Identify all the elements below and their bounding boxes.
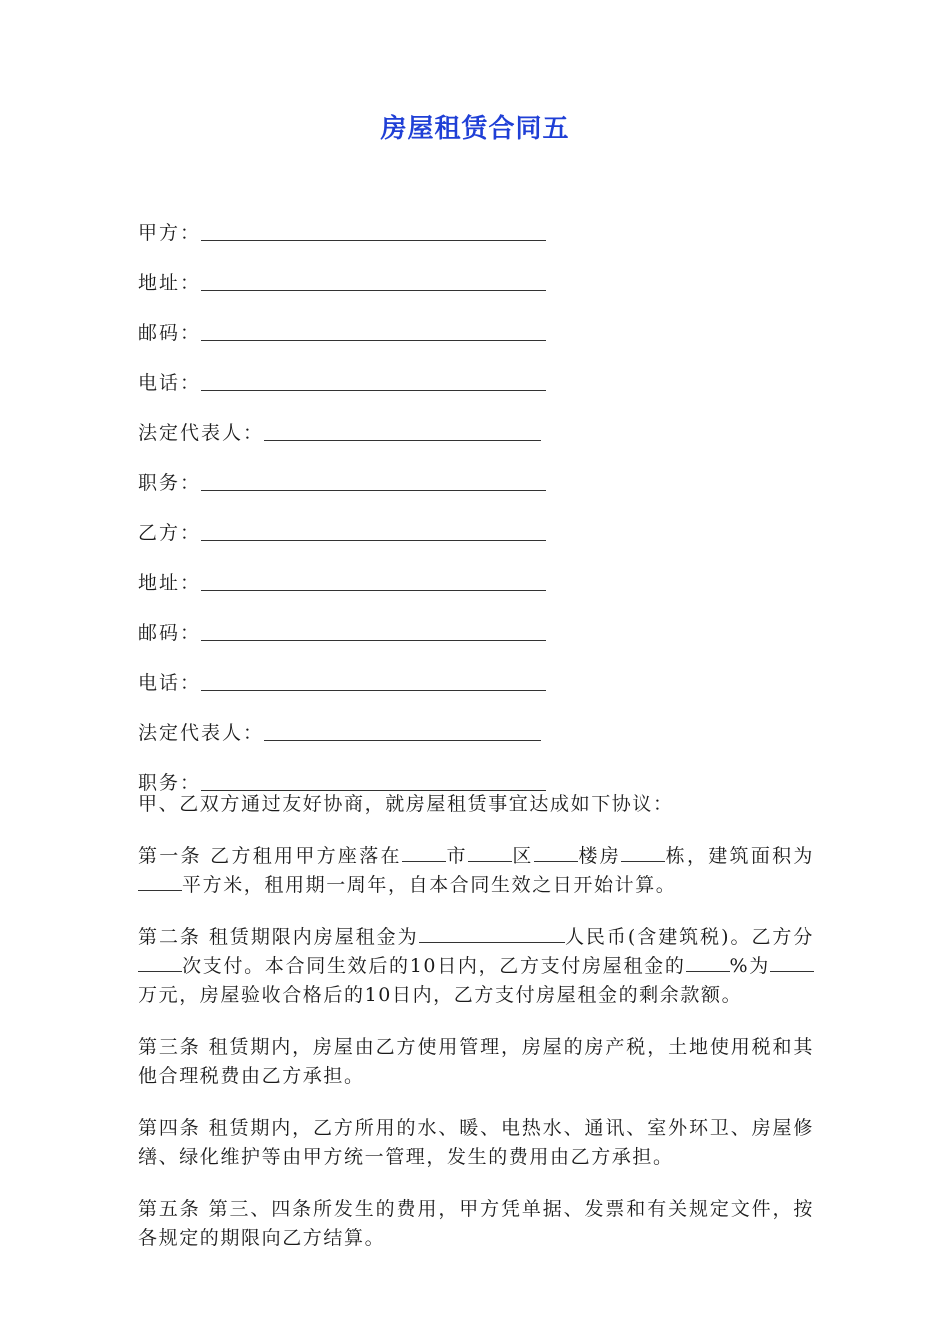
field-label: 电话： bbox=[138, 372, 202, 394]
party-a-phone-field bbox=[138, 347, 558, 397]
document-title: 房屋租赁合同五 bbox=[380, 114, 570, 144]
article-1-text: 平方米，租用期一周年，自本合同生效之日开始计算。 bbox=[182, 874, 677, 896]
intro-paragraph: 甲、乙双方通过友好协商，就房屋租赁事宜达成如下协议： bbox=[138, 793, 674, 815]
fill-line bbox=[201, 768, 546, 791]
field-label: 地址： bbox=[138, 572, 202, 594]
party-a-position-field bbox=[138, 447, 558, 497]
field-label: 邮码： bbox=[138, 622, 202, 644]
blank-city bbox=[402, 843, 446, 862]
fill-line bbox=[201, 618, 546, 641]
fill-line bbox=[264, 418, 541, 441]
party-a-address-field bbox=[138, 247, 558, 297]
party-a-postcode-field bbox=[138, 297, 558, 347]
fill-line bbox=[201, 518, 546, 541]
blank-rent bbox=[419, 924, 565, 943]
blank-area bbox=[138, 872, 182, 891]
article-3: 第三条 租赁期内，房屋由乙方使用管理，房屋的房产税，土地使用税和其他合理税费由乙方承担。 bbox=[138, 1036, 814, 1087]
article-4: 第四条 租赁期内，乙方所用的水、暖、电热水、通讯、室外环卫、房屋修缮、绿化维护等由甲方统一管理，发生的费用由乙方承担。 bbox=[138, 1117, 814, 1168]
fill-line bbox=[201, 568, 546, 591]
field-label: 法定代表人： bbox=[138, 422, 265, 444]
party-a-legal-rep-field bbox=[138, 397, 558, 447]
party-b-phone-field bbox=[138, 647, 558, 697]
fill-line bbox=[201, 318, 546, 341]
blank-percent bbox=[686, 953, 730, 972]
party-b-postcode-field bbox=[138, 597, 558, 647]
party-b-name-field bbox=[138, 497, 558, 547]
article-1-text: 区 bbox=[511, 845, 534, 867]
contract-body bbox=[138, 790, 814, 1276]
party-b-legal-rep-field bbox=[138, 697, 558, 747]
blank-amount bbox=[770, 953, 814, 972]
article-2-text: 万元，房屋验收合格后的10日内，乙方支付房屋租金的剩余款额。 bbox=[138, 984, 743, 1006]
fill-line bbox=[201, 668, 546, 691]
article-1-text: 楼房 bbox=[577, 845, 621, 867]
article-5: 第五条 第三、四条所发生的费用，甲方凭单据、发票和有关规定文件，按各规定的期限向乙方结算。 bbox=[138, 1198, 814, 1249]
fill-line bbox=[201, 218, 546, 241]
fill-line bbox=[201, 268, 546, 291]
article-2-text: %为 bbox=[729, 955, 770, 977]
article-1-text: 市 bbox=[445, 845, 468, 867]
fill-line bbox=[201, 468, 546, 491]
field-label: 乙方： bbox=[138, 522, 202, 544]
field-label: 职务： bbox=[138, 472, 202, 494]
field-label: 邮码： bbox=[138, 322, 202, 344]
article-1 bbox=[138, 842, 814, 900]
article-2-text: 人民币(含建筑税)。乙方分 bbox=[564, 926, 814, 948]
article-1-text: 栋，建筑面积为 bbox=[665, 845, 815, 867]
field-label: 地址： bbox=[138, 272, 202, 294]
article-1-text: 第一条 乙方租用甲方座落在 bbox=[138, 845, 402, 867]
blank-installments bbox=[138, 953, 182, 972]
fill-line bbox=[264, 718, 541, 741]
blank-block bbox=[621, 843, 665, 862]
article-2 bbox=[138, 923, 814, 1010]
article-2-text: 第二条 租赁期限内房屋租金为 bbox=[138, 926, 419, 948]
fill-line bbox=[201, 368, 546, 391]
blank-building bbox=[534, 843, 578, 862]
article-2-text: 次支付。本合同生效后的10日内，乙方支付房屋租金的 bbox=[182, 955, 686, 977]
field-label: 甲方： bbox=[138, 222, 202, 244]
field-label: 职务： bbox=[138, 772, 202, 794]
blank-district bbox=[468, 843, 512, 862]
party-b-address-field bbox=[138, 547, 558, 597]
party-a-name-field bbox=[138, 197, 558, 247]
party-fields bbox=[138, 197, 558, 797]
field-label: 电话： bbox=[138, 672, 202, 694]
field-label: 法定代表人： bbox=[138, 722, 265, 744]
